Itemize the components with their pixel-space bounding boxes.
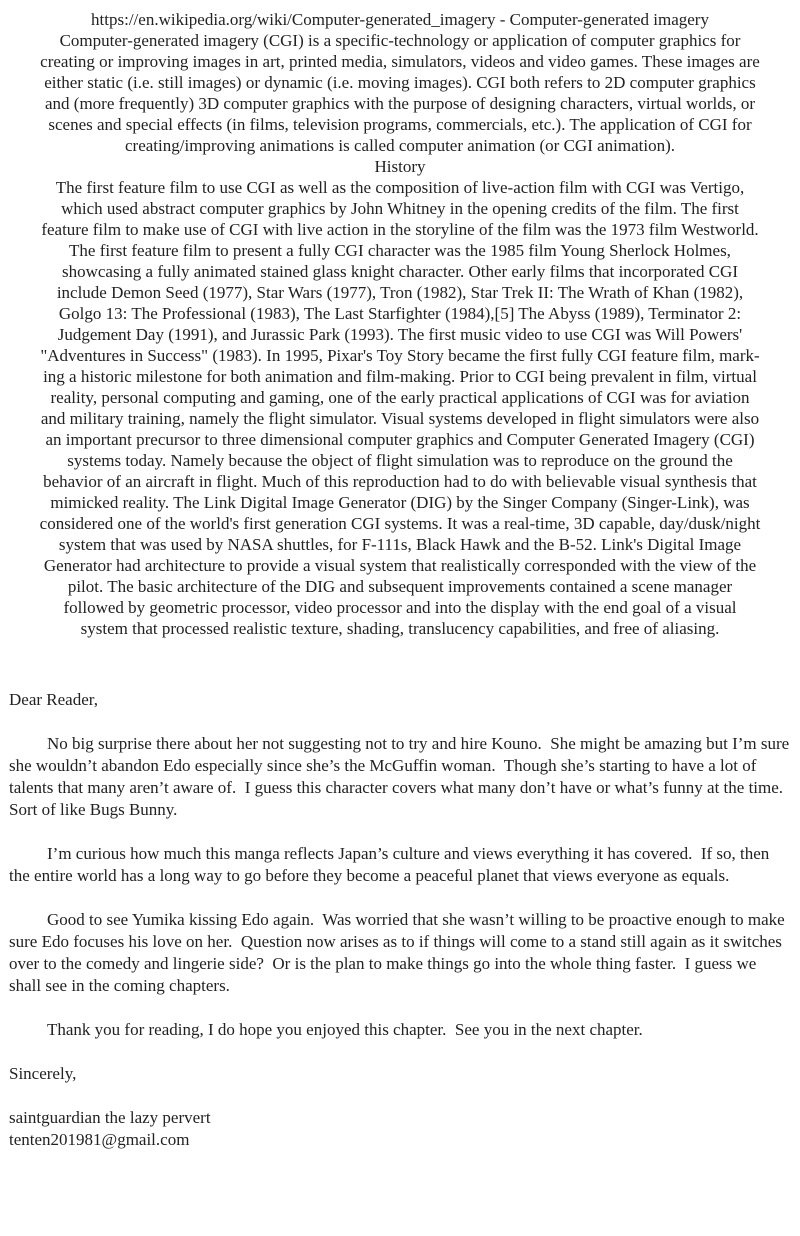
letter-paragraph: Good to see Yumika kissing Edo again. Was worried that she wasn’t willing to be proactive enough to make sure Edo focuses his love on her. Question now arises as to if things will come to a stand still again as it switches over to the comedy and lingerie side? Or is the plan to make things go into the whole thing faster. I guess we shall see in the coming chapters. [9,910,789,995]
cgi-intro-paragraph [0,30,800,156]
wiki-history-line: The first feature film to use CGI as well as the composition of live-action film with CGI was Vertigo, [55,178,745,197]
wiki-history-line: "Adventures in Success" (1983). In 1995, Pixar's Toy Story became the first fully CGI feature film, mark- [40,346,760,365]
wiki-history-line: behavior of an aircraft in flight. Much of this reproduction had to do with believable visual synthesis that [43,472,757,491]
wiki-history-line: showcasing a fully animated stained glass knight character. Other early films that incorporated CGI [61,262,738,281]
wiki-intro-line: and (more frequently) 3D computer graphics with the purpose of designing characters, virtual worlds, or [44,94,755,113]
history-heading: History [374,157,426,176]
wiki-history-line: mimicked reality. The Link Digital Image Generator (DIG) by the Singer Company (Singer-Link), was [50,493,750,512]
wiki-intro-line: scenes and special effects (in films, television programs, commercials, etc.). The application of CGI for [48,115,752,134]
letter-body [9,733,794,1041]
wiki-intro-line: creating or improving images in art, printed media, simulators, videos and video games. These images are [40,52,760,71]
wiki-intro-line: creating/improving animations is called computer animation (or CGI animation). [125,136,675,155]
signature-name: saintguardian the lazy pervert [9,1108,211,1127]
wiki-history-line: considered one of the world's first generation CGI systems. It was a real-time, 3D capable, day/dusk/night [39,514,761,533]
wiki-history-line: systems today. Namely because the object of flight simulation was to reproduce on the ground the [67,451,733,470]
history-paragraph [0,177,800,639]
wiki-history-line: followed by geometric processor, video processor and into the display with the end goal of a visual [63,598,737,617]
wiki-history-line: reality, personal computing and gaming, one of the early practical applications of CGI was for aviation [50,388,750,407]
wiki-intro-line: Computer-generated imagery (CGI) is a specific-technology or application of computer graphics for [59,31,741,50]
wiki-history-line: feature film to make use of CGI with live action in the storyline of the film was the 1973 film Westworld. [41,220,759,239]
signature-email: tenten201981@gmail.com [9,1130,190,1149]
wiki-intro-line: either static (i.e. still images) or dynamic (i.e. moving images). CGI both refers to 2D computer graphics [44,73,756,92]
wiki-history-line: system that processed realistic texture, shading, translucency capabilities, and free of aliasing. [80,619,720,638]
wiki-history-line: ing a historic milestone for both animation and film-making. Prior to CGI being prevalent in film, virtual [43,367,757,386]
wiki-history-line: and military training, namely the flight simulator. Visual systems developed in flight simulators were also [40,409,760,428]
letter-paragraph: I’m curious how much this manga reflects Japan’s culture and views everything it has covered. If so, then the entire world has a long way to go before they become a peaceful planet that views everyone as equals. [9,844,774,885]
wiki-history-line: system that was used by NASA shuttles, for F-111s, Black Hawk and the B-52. Link's Digital Image [58,535,742,554]
wiki-history-line: an important precursor to three dimensional computer graphics and Computer Generated Imagery (CGI) [45,430,755,449]
wiki-history-line: Judgement Day (1991), and Jurassic Park (1993). The first music video to use CGI was Will Powers' [57,325,743,344]
wiki-history-line: include Demon Seed (1977), Star Wars (1977), Tron (1982), Star Trek II: The Wrath of Khan (1982), [56,283,744,302]
letter-paragraph: Thank you for reading, I do hope you enjoyed this chapter. See you in the next chapter. [47,1020,643,1039]
source-url-line: https://en.wikipedia.org/wiki/Computer-generated_imagery - Computer-generated imagery [91,10,709,29]
wiki-history-line: Generator had architecture to provide a visual system that realistically corresponded with the view of the [43,556,757,575]
wiki-history-line: pilot. The basic architecture of the DIG and subsequent improvements contained a scene manager [67,577,733,596]
wiki-history-line: The first feature film to present a fully CGI character was the 1985 film Young Sherlock Holmes, [69,241,731,260]
closing: Sincerely, [9,1064,77,1083]
reader-letter [0,689,800,1151]
salutation: Dear Reader, [9,690,98,709]
wiki-history-line: Golgo 13: The Professional (1983), The Last Starfighter (1984),[5] The Abyss (1989), Terminator 2: [58,304,742,323]
wiki-history-line: which used abstract computer graphics by John Whitney in the opening credits of the film. The first [61,199,739,218]
letter-paragraph: No big surprise there about her not suggesting not to try and hire Kouno. She might be amazing but I’m sure she wouldn’t abandon Edo especially since she’s the McGuffin woman. Though she’s starting to have a lot of talents that many aren’t aware of. I guess this character covers what many don’t have or what’s funny at the time. Sort of like Bugs Bunny. [9,734,794,819]
